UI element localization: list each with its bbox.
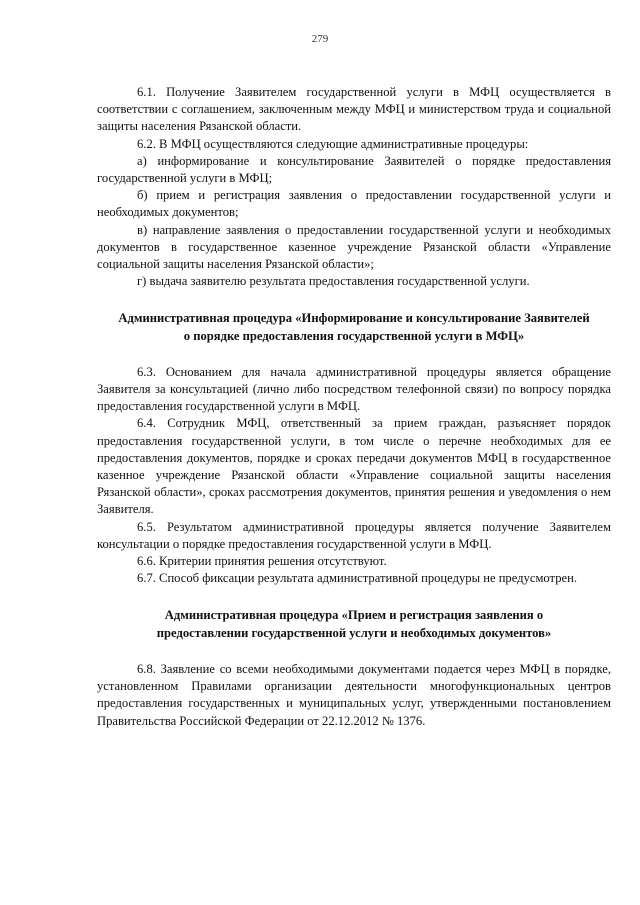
paragraph-6-2: 6.2. В МФЦ осуществляются следующие административные процедуры: bbox=[137, 136, 529, 151]
paragraph-6-6: 6.6. Критерии принятия решения отсутствуют. bbox=[137, 554, 387, 569]
paragraph-6-7: 6.7. Способ фиксации результата административной процедуры не предусмотрен. bbox=[137, 571, 577, 586]
list-item-a: а) информирование и консультирование Заявителей о порядке предоставления государственной услуги в МФЦ; bbox=[97, 153, 611, 186]
paragraph-6-8: 6.8. Заявление со всеми необходимыми документами подается через МФЦ в порядке, установленном Правилами организации деятельности многофункциональных центров предоставления государственных и муниципальных услуг, утвержденными постановлением Правительства Российской Федерации от 22.12.2012 № 1376. bbox=[97, 661, 611, 728]
list-item-g: г) выдача заявителю результата предоставления государственной услуги. bbox=[137, 274, 530, 289]
paragraph-6-3: 6.3. Основанием для начала административной процедуры является обращение Заявителя за консультацией (лично либо посредством телефонной связи) по вопросу порядка предоставления государственной услуги в МФЦ. bbox=[97, 364, 611, 414]
list-item-v: в) направление заявления о предоставлении государственной услуги и необходимых документов в государственное казенное учреждение Рязанской области «Управление социальной защиты населения Рязанской области»; bbox=[97, 222, 611, 272]
section-heading-informing: Административная процедура «Информирование и консультирование Заявителей о порядке предоставления государственной услуги в МФЦ» bbox=[118, 311, 590, 343]
paragraph-6-5: 6.5. Результатом административной процедуры является получение Заявителем консультации о порядке предоставления государственной услуги в МФЦ. bbox=[97, 519, 611, 551]
paragraph-6-4: 6.4. Сотрудник МФЦ, ответственный за прием граждан, разъясняет порядок предоставления государственной услуги, в том числе о перечне необходимых для ее предоставления документов, порядке и сроках передачи документов МФЦ в государственное казенное учреждение Рязанской области «Управление социальной защиты населения Рязанской области», сроках рассмотрения документов, принятия решения и уведомления о нем Заявителя. bbox=[97, 416, 611, 517]
list-item-b: б) прием и регистрация заявления о предоставлении государственной услуги и необходимых документов; bbox=[97, 188, 611, 220]
document-body bbox=[97, 84, 611, 730]
paragraph-6-1: 6.1. Получение Заявителем государственной услуги в МФЦ осуществляется в соответствии с соглашением, заключенным между МФЦ и министерством труда и социальной защиты населения Рязанской области. bbox=[97, 85, 611, 134]
section-heading-registration: Административная процедура «Прием и регистрация заявления о предоставлении государственной услуги и необходимых документов» bbox=[156, 608, 552, 640]
page-number: 279 bbox=[311, 33, 329, 45]
